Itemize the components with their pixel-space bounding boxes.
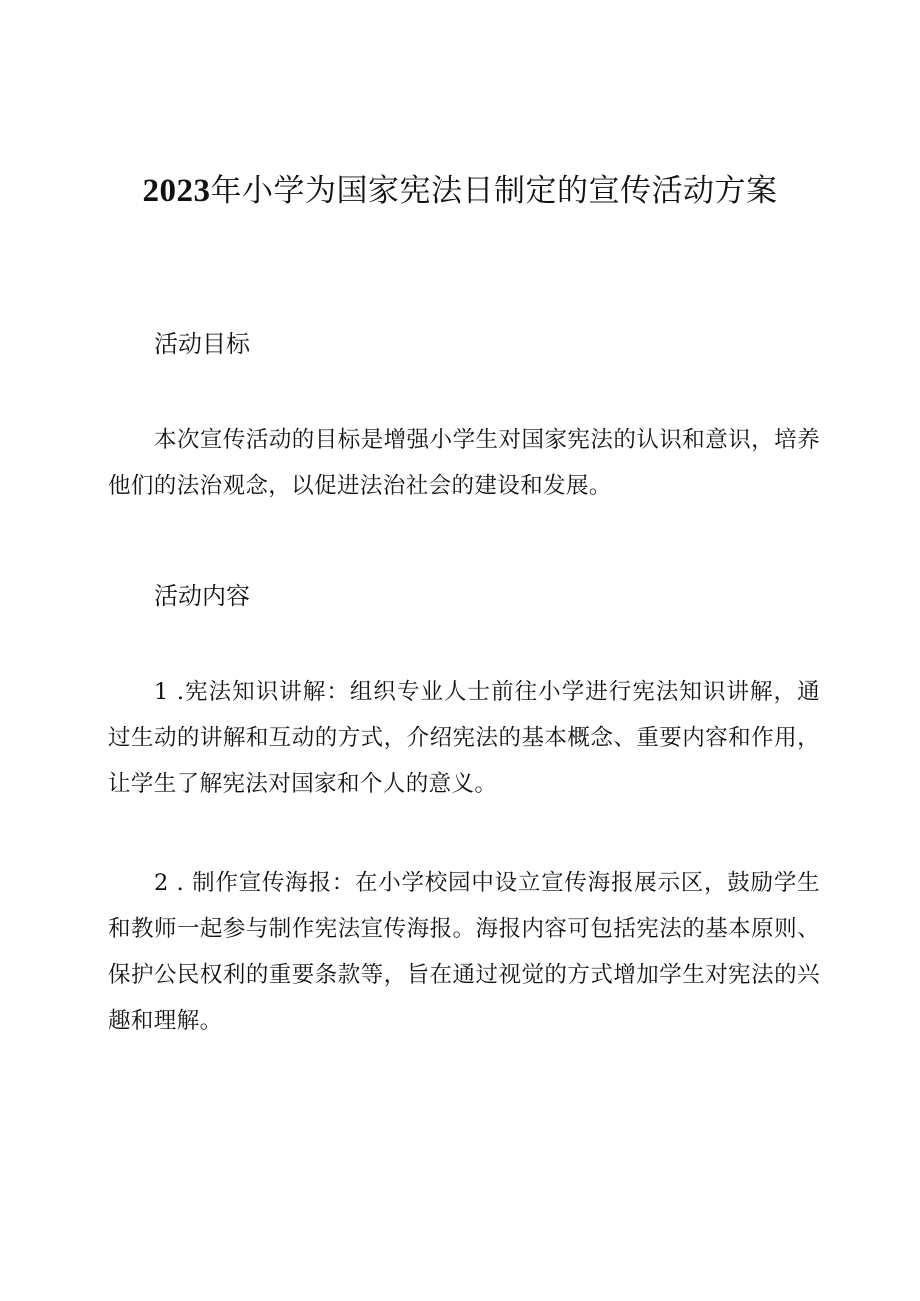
title-text: 年小学为国家宪法日制定的宣传活动方案 — [210, 173, 778, 209]
paragraph-content-item-2: 2 . 制作宣传海报：在小学校园中设立宣传海报展示区，鼓励学生和教师一起参与制作宪法宣传海报。海报内容可包括宪法的基本原则、保护公民权利的重要条款等，旨在通过视觉的方式增加学生对宪法的兴趣和理解。 — [108, 870, 820, 1034]
title-year: 2023 — [142, 173, 211, 209]
section-heading-content: 活动内容 — [154, 582, 250, 610]
document-title — [140, 166, 780, 216]
paragraph-goals: 本次宣传活动的目标是增强小学生对国家宪法的认识和意识，培养他们的法治观念，以促进法治社会的建设和发展。 — [108, 427, 820, 499]
paragraph-content-item-1: 1 .宪法知识讲解：组织专业人士前往小学进行宪法知识讲解，通过生动的讲解和互动的方式，介绍宪法的基本概念、重要内容和作用，让学生了解宪法对国家和个人的意义。 — [108, 679, 820, 797]
section-heading-goals: 活动目标 — [154, 330, 250, 358]
